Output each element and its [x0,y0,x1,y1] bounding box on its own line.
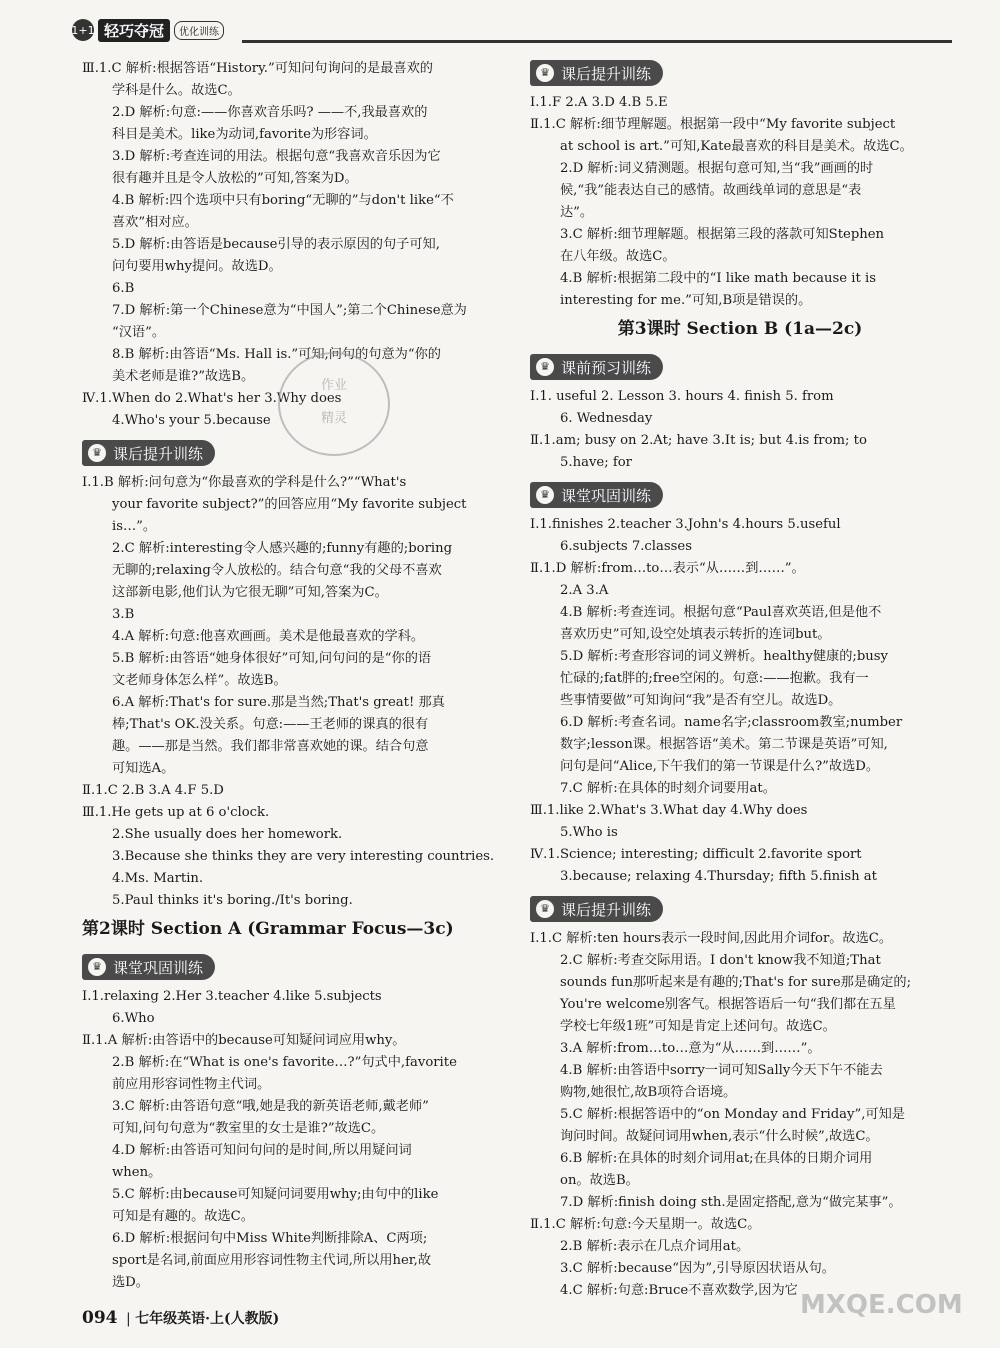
page-number: 094 [82,1308,118,1328]
answer-line: 文老师身体怎么样”。故选B。 [112,673,287,688]
answer-line: 无聊的;relaxing令人放松的。结合句意“我的父母不喜欢 [112,563,442,578]
stamp-line: 作业 [320,378,347,393]
answer-line: 4.B 解析:四个选项中只有boring“无聊的”与don't like“不 [112,193,454,208]
section-banner [82,438,500,468]
right-part4 [530,928,950,1302]
section-banner [82,952,500,982]
answer-line: 2.C 解析:考查交际用语。I don't know我不知道;That [560,953,881,968]
mascot-icon: 1+1 [72,19,94,41]
answer-line: 4.B 解析:考查连词。根据句意“Paul喜欢英语,但是他不 [560,605,882,620]
answer-line: Ⅲ.1.He gets up at 6 o'clock. [82,805,270,820]
section-banner [530,58,950,88]
answer-line: 6.B 解析:在具体的时刻介词用at;在具体的日期介词用 [560,1151,873,1166]
answer-line: 3.B [112,607,135,622]
answer-line: 5.have; for [560,455,632,470]
answer-line: on。故选B。 [560,1173,639,1188]
answer-line: 学校七年级1班”可知是肯定上述问句。故选C。 [560,1019,836,1034]
answer-line: 8.B 解析:由答语“Ms. Hall is.”可知,问句的句意为“你的 [112,347,441,362]
answer-line: 2.C 解析:interesting令人感兴趣的;funny有趣的;boring [112,541,453,556]
answer-line: Ⅱ.1.C 解析:细节理解题。根据第一段中“My favorite subject [530,117,896,132]
crown-icon: ♛ [88,444,106,462]
section-banner [530,894,950,924]
answer-line: 忙碌的;fat胖的;free空闲的。句意:——抱歉。我有一 [560,671,869,686]
answer-line: 棒;That's OK.没关系。句意:——王老师的课真的很有 [112,717,429,732]
answer-line: 学科是什么。故选C。 [112,83,241,98]
answer-line: 7.D 解析:finish doing sth.是固定搭配,意为“做完某事”。 [560,1195,902,1210]
answer-line: 前应用形容词性物主代词。 [112,1077,271,1092]
page-footer: 094 | 七年级英语·上(人教版) [82,1308,280,1328]
banner-label: 课后提升训练 [561,64,652,83]
section-title: 第2课时 Section A (Grammar Focus—3c) [82,919,454,939]
answer-line: 4.Ms. Martin. [112,871,204,886]
answer-line: 2.B 解析:表示在几点介词用at。 [560,1239,750,1254]
banner-label: 课堂巩固训练 [561,486,652,505]
answer-line: Ⅱ.1.C 2.B 3.A 4.F 5.D [82,783,224,798]
answer-line: Ⅱ.1.C 解析:句意:今天星期一。故选C。 [530,1217,761,1232]
brand-logo [72,18,224,42]
answer-line: Ⅰ.1.F 2.A 3.D 4.B 5.E [530,95,668,110]
answer-line: Ⅰ.1.relaxing 2.Her 3.teacher 4.like 5.subjects [82,989,382,1004]
answer-line: 选D。 [112,1275,149,1290]
section-banner [530,480,950,510]
banner-label: 课前预习训练 [561,358,652,377]
answer-line: Ⅰ.1.B 解析:问句意为“你最喜欢的学科是什么?”“What's [82,475,407,490]
answer-line: 些事情要做”可知询问“我”是否有空儿。故选D。 [560,693,842,708]
answer-line: Ⅰ.1.finishes 2.teacher 3.John's 4.hours 5.useful [530,517,841,532]
answer-line: 4.B 解析:由答语中sorry一词可知Sally今天下午不能去 [560,1063,883,1078]
page-header [72,14,952,46]
watermark: MXQE.COM [800,1290,963,1320]
crown-icon: ♛ [536,900,554,918]
answer-line: is…”。 [112,519,157,534]
answer-line: 达”。 [560,205,594,220]
answer-line: 2.D 解析:句意:——你喜欢音乐吗? ——不,我最喜欢的 [112,105,428,120]
answer-line: 3.D 解析:考查连词的用法。根据句意“我喜欢音乐因为它 [112,149,441,164]
answer-line: 问句要用why提问。故选D。 [112,259,282,274]
answer-line: 喜欢”相对应。 [112,215,198,230]
section-banner [530,352,950,382]
answer-line: interesting for me.”可知,B项是错误的。 [560,293,812,308]
answer-line: your favorite subject?”的回答应用“My favorite subject [112,497,467,512]
answer-line: 4.B 解析:根据第二段中的“I like math because it is [560,271,876,286]
right-part1 [530,92,950,312]
answer-line: 5.C 解析:根据答语中的“on Monday and Friday”,可知是 [560,1107,905,1122]
book-title: 七年级英语·上(人教版) [135,1311,280,1327]
answer-line: 7.C 解析:在具体的时刻介词要用at。 [560,781,776,796]
answer-line: 5.D 解析:考查形容词的词义辨析。healthy健康的;busy [560,649,889,664]
answer-line: 美术老师是谁?”故选B。 [112,369,255,384]
answer-line: 6.subjects 7.classes [560,539,692,554]
brand-name: 轻巧夺冠 [98,19,170,42]
header-rule [242,40,952,43]
answer-line: 3.because; relaxing 4.Thursday; fifth 5.finish at [560,869,877,884]
answer-line: 这部新电影,他们认为它很无聊”可知,答案为C。 [112,585,388,600]
answer-line: You're welcome别客气。根据答语后一句“我们都在五星 [560,997,896,1012]
answer-line: 可知是有趣的。故选C。 [112,1209,254,1224]
answer-line: 询问时间。故疑问词用when,表示“什么时候”,故选C。 [560,1129,879,1144]
crown-icon: ♛ [536,486,554,504]
answer-line: 4.Who's your 5.because [112,413,271,428]
answer-line: 3.A 解析:from…to…意为“从……到……”。 [560,1041,821,1056]
answer-line: “汉语”。 [112,325,166,340]
answer-line: sport是名词,前面应用形容词性物主代词,所以用her,故 [112,1253,432,1268]
left-part2 [82,472,500,912]
answer-line: 可知,问句句意为“教室里的女士是谁?”故选C。 [112,1121,385,1136]
answer-line: Ⅲ.1.C 解析:根据答语“History.”可知问句询问的是最喜欢的 [82,61,433,76]
answer-line: 5.C 解析:由because可知疑问词要用why;由句中的like [112,1187,439,1202]
answer-line: 4.D 解析:由答语可知问句问的是时间,所以用疑问词 [112,1143,412,1158]
section-title: 第3课时 Section B (1a—2c) [617,319,863,339]
answer-line: when。 [112,1165,162,1180]
answer-line: 数字;lesson课。根据答语“美术。第二节课是英语”可知, [560,737,888,752]
answer-line: 很有趣并且是令人放松的”可知,答案为D。 [112,171,358,186]
banner-label: 课后提升训练 [561,900,652,919]
answer-line: 2.D 解析:词义猜测题。根据句意可知,当“我”画画的时 [560,161,874,176]
brand-sub: 优化训练 [174,21,224,40]
answer-line: 2.She usually does her homework. [112,827,343,842]
answer-line: 5.D 解析:由答语是because引导的表示原因的句子可知, [112,237,440,252]
answer-line: 3.C 解析:细节理解题。根据第三段的落款可知Stephen [560,227,885,242]
answer-line: Ⅳ.1.Science; interesting; difficult 2.favorite sport [530,847,862,862]
right-column [530,58,950,1302]
answer-line: 6. Wednesday [560,411,653,426]
left-column [82,58,500,1294]
answer-line: Ⅰ.1. useful 2. Lesson 3. hours 4. finish 5. from [530,389,834,404]
answer-line: 2.A 3.A [560,583,609,598]
answer-line: 7.D 解析:第一个Chinese意为“中国人”;第二个Chinese意为 [112,303,467,318]
answer-line: 6.B [112,281,135,296]
banner-label: 课堂巩固训练 [113,958,204,977]
answer-line: 问句是问“Alice,下午我们的第一节课是什么?”故选D。 [560,759,880,774]
answer-line: 3.Because she thinks they are very interesting countries. [112,849,495,864]
answer-line: 6.D 解析:根据问句中Miss White判断排除A、C两项; [112,1231,428,1246]
stamp-line: 精灵 [320,411,347,426]
answer-line: 4.C 解析:句意:Bruce不喜欢数学,因为它 [560,1283,798,1298]
answer-line: at school is art.”可知,Kate最喜欢的科目是美术。故选C。 [560,139,913,154]
answer-line: 购物,她很忙,故B项符合语境。 [560,1085,737,1100]
answer-line: Ⅳ.1.When do 2.What's her 3.Why does [82,391,342,406]
answer-line: 6.D 解析:考查名词。name名字;classroom教室;number [560,715,903,730]
answer-line: 趣。——那是当然。我们都非常喜欢她的课。结合句意 [112,739,429,754]
answer-line: 5.Who is [560,825,618,840]
answer-line: 2.B 解析:在“What is one's favorite…?”句式中,favorite [112,1055,457,1070]
answer-line: Ⅱ.1.am; busy on 2.At; have 3.It is; but 4.is from; to [530,433,867,448]
answer-line: 在八年级。故选C。 [560,249,676,264]
answer-line: 可知选A。 [112,761,175,776]
answer-line: 6.A 解析:That's for sure.那是当然;That's great! 那真 [112,695,445,710]
answer-line: 候,“我”能表达自己的感情。故画线单词的意思是“表 [560,183,862,198]
crown-icon: ♛ [88,958,106,976]
answer-line: Ⅱ.1.A 解析:由答语中的because可知疑问词应用why。 [82,1033,406,1048]
answer-line: 科目是美术。like为动词,favorite为形容词。 [112,127,377,142]
right-part3 [530,514,950,888]
answer-line: Ⅰ.1.C 解析:ten hours表示一段时间,因此用介词for。故选C。 [530,931,893,946]
answer-line: 4.A 解析:句意:他喜欢画画。美术是他最喜欢的学科。 [112,629,425,644]
answer-line: 3.C 解析:由答语句意“哦,她是我的新英语老师,戴老师” [112,1099,429,1114]
crown-icon: ♛ [536,64,554,82]
answer-line: Ⅲ.1.like 2.What's 3.What day 4.Why does [530,803,808,818]
answer-line: 3.C 解析:because“因为”,引导原因状语从句。 [560,1261,835,1276]
stamp-logo [278,352,390,456]
answer-line: 5.Paul thinks it's boring./It's boring. [112,893,353,908]
answer-line: sounds fun那听起来是有趣的;That's for sure那是确定的; [560,975,912,990]
right-part2 [530,386,950,474]
answer-line: 喜欢历史”可知,设空处填表示转折的连词but。 [560,627,831,642]
answer-line: Ⅱ.1.D 解析:from…to…表示“从……到……”。 [530,561,805,576]
left-part3 [82,986,500,1294]
answer-line: 5.B 解析:由答语“她身体很好”可知,问句问的是“你的语 [112,651,432,666]
answer-line: 6.Who [112,1011,155,1026]
banner-label: 课后提升训练 [113,444,204,463]
crown-icon: ♛ [536,358,554,376]
